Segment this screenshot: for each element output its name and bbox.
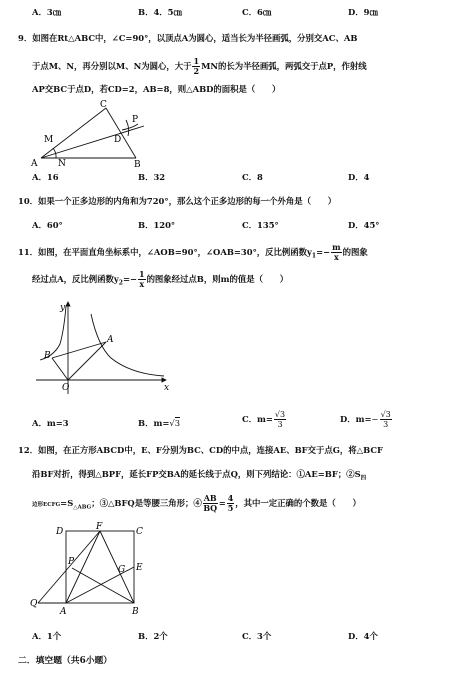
q10-option-a: A．60° (32, 220, 63, 230)
q9-label-n: N (58, 159, 66, 168)
q11-line2-b: =− (122, 274, 137, 284)
q12-figure (30, 520, 160, 616)
q11-line2 (32, 270, 457, 289)
q12-label-f: F (96, 522, 103, 532)
q11-option-d-den: 3 (383, 420, 389, 429)
q11-option-c-den: 3 (277, 420, 283, 429)
q11-option-d-num: √3 (380, 410, 391, 419)
q11-segment-ob (52, 358, 68, 380)
q11-option-d (340, 410, 393, 429)
q8-option-a: A．3㎝ (32, 7, 62, 17)
q11-option-b-sqrt-icon: √ (169, 418, 175, 428)
q12-option-a: A．1个 (32, 631, 62, 641)
q11-label-x: x (164, 383, 170, 393)
q11-option-d-sign: − (371, 414, 379, 424)
q11-option-b-rad: 3 (174, 418, 181, 428)
q11-option-c-frac (274, 410, 286, 429)
q11-frac2 (138, 270, 146, 289)
q9-label-p: P (132, 115, 139, 125)
q11-option-a: A．m=3 (32, 418, 69, 428)
q8-option-b: B．4．5㎝ (138, 7, 182, 17)
q12-frac-ab-bq (203, 494, 218, 513)
q11-option-d-pre: D．m= (340, 414, 372, 424)
q11-sub2: 2 (118, 279, 123, 287)
q12-segment-bf (100, 531, 134, 603)
q11-line2-c: 的图象经过点B，则m的值是（ ） (146, 274, 289, 284)
q11-option-c (242, 410, 287, 429)
q11-curve-y1 (91, 314, 164, 376)
q11-line1 (18, 243, 457, 262)
q11-line1-a: 11．如图，在平面直角坐标系中，∠AOB=90°，∠OAB=30°，反比例函数y (18, 247, 312, 257)
q9-line3: AP交BC于点D，若CD=2，AB=8，则△ABD的面积是（ ） (32, 84, 281, 94)
q12-line3-d: = (218, 498, 226, 508)
q9-label-b: B (134, 160, 141, 168)
q12-line3-a: 边形ECFG (32, 502, 61, 508)
q12-label-q: Q (30, 599, 38, 609)
q9-segment-ac (41, 108, 106, 158)
q9-label-d: D (114, 135, 122, 145)
q12-line2 (32, 469, 457, 482)
q11-label-y: y (60, 303, 66, 313)
q11-option-c-pre: C．m= (242, 414, 273, 424)
q11-label-a: A (107, 335, 114, 345)
q11-line1-b: =− (316, 247, 331, 257)
q12-label-e: E (136, 563, 143, 573)
q12-label-a: A (60, 607, 67, 616)
q11-option-b (138, 418, 180, 428)
q12-line1: 12．如图，在正方形ABCD中，E、F分别为BC、CD的中点，连接AE、BF交于点G，将△BCF (18, 445, 383, 455)
q12-label-p: P (68, 557, 75, 567)
q12-segment-af (66, 531, 100, 603)
q10-line1: 10．如果一个正多边形的内角和为720°，那么这个正多边形的每一个外角是（ ） (18, 196, 337, 206)
q12-frac-4-5 (227, 494, 235, 513)
q11-option-c-num: √3 (274, 410, 286, 419)
section-2-heading: 二．填空题（共6小题） (18, 656, 113, 666)
q11-frac2-den: x (139, 279, 145, 289)
q9-line2 (32, 57, 457, 76)
q12-frac2-den: 5 (227, 503, 234, 513)
q11-option-b-pre: B．m= (138, 418, 170, 428)
q12-option-b: B．2个 (138, 631, 168, 641)
q11-option-d-frac (380, 410, 392, 429)
q12-line2-a: 沿BF对折，得到△BPF，延长FP交BA的延长线于点Q，则下列结论：①AE=BF；②S (32, 469, 361, 479)
q11-frac2-num: 1 (138, 269, 145, 279)
q12-option-d: D．4个 (348, 631, 378, 641)
q11-figure (36, 296, 176, 396)
q12-label-d: D (56, 527, 64, 537)
q9-label-a: A (31, 159, 38, 168)
q12-line3-c: ；③△BFQ是等腰三角形；④ (91, 498, 202, 508)
q9-frac-den: 2 (193, 66, 200, 76)
q9-label-m: M (44, 135, 54, 145)
q12-label-c: C (136, 527, 143, 537)
q12-frac2-num: 4 (227, 493, 234, 503)
q8-option-c: C．6㎝ (242, 7, 272, 17)
q12-sub-a: 四 (360, 475, 367, 482)
q9-line2-b: MN的长为半径画弧，两弧交于点P，作射线 (201, 61, 367, 71)
q11-label-b: B (44, 351, 51, 361)
q9-figure (26, 98, 156, 168)
q12-line3 (32, 494, 457, 513)
q9-option-c: C．8 (242, 172, 263, 182)
q11-frac1-den: x (333, 252, 339, 262)
q9-option-b: B．32 (138, 172, 166, 182)
q12-label-g: G (118, 565, 126, 575)
q12-frac-den: BQ (203, 503, 218, 513)
q10-option-c: C．135° (242, 220, 279, 230)
q11-line2-a: 经过点A，反比例函数y (32, 274, 119, 284)
q9-frac-num: 1 (193, 56, 200, 66)
q9-arc-mn (53, 148, 56, 158)
q9-fraction (192, 57, 200, 76)
q8-option-d: D．9㎝ (348, 7, 378, 17)
q11-frac1-num: m (332, 242, 341, 252)
q10-option-d: D．45° (348, 220, 380, 230)
q9-option-a: A．16 (32, 172, 59, 182)
q12-segment-fq (38, 531, 100, 603)
q10-option-b: B．120° (138, 220, 176, 230)
q12-line3-e: ，其中一定正确的个数是（ ） (235, 498, 361, 508)
q9-label-c: C (100, 100, 107, 110)
q11-label-o: O (62, 383, 70, 393)
q11-sub1: 1 (311, 252, 317, 260)
q9-line1: 9．如图在Rt△ABC中，∠C=90°，以顶点A为圆心，适当长为半径画弧，分别交AC、AB (18, 33, 358, 43)
q9-line2-a: 于点M、N，再分别以M、N为圆心，大于 (32, 61, 192, 71)
q12-line3-b: =S (60, 498, 74, 508)
q12-frac-num: AB (203, 493, 217, 503)
q9-option-d: D．4 (348, 172, 370, 182)
q11-line1-c: 的图象 (342, 247, 368, 257)
q12-sub-b: △ABG (73, 504, 92, 511)
q11-frac1 (331, 243, 341, 262)
q12-label-b: B (132, 607, 139, 616)
q12-option-c: C．3个 (242, 631, 272, 641)
